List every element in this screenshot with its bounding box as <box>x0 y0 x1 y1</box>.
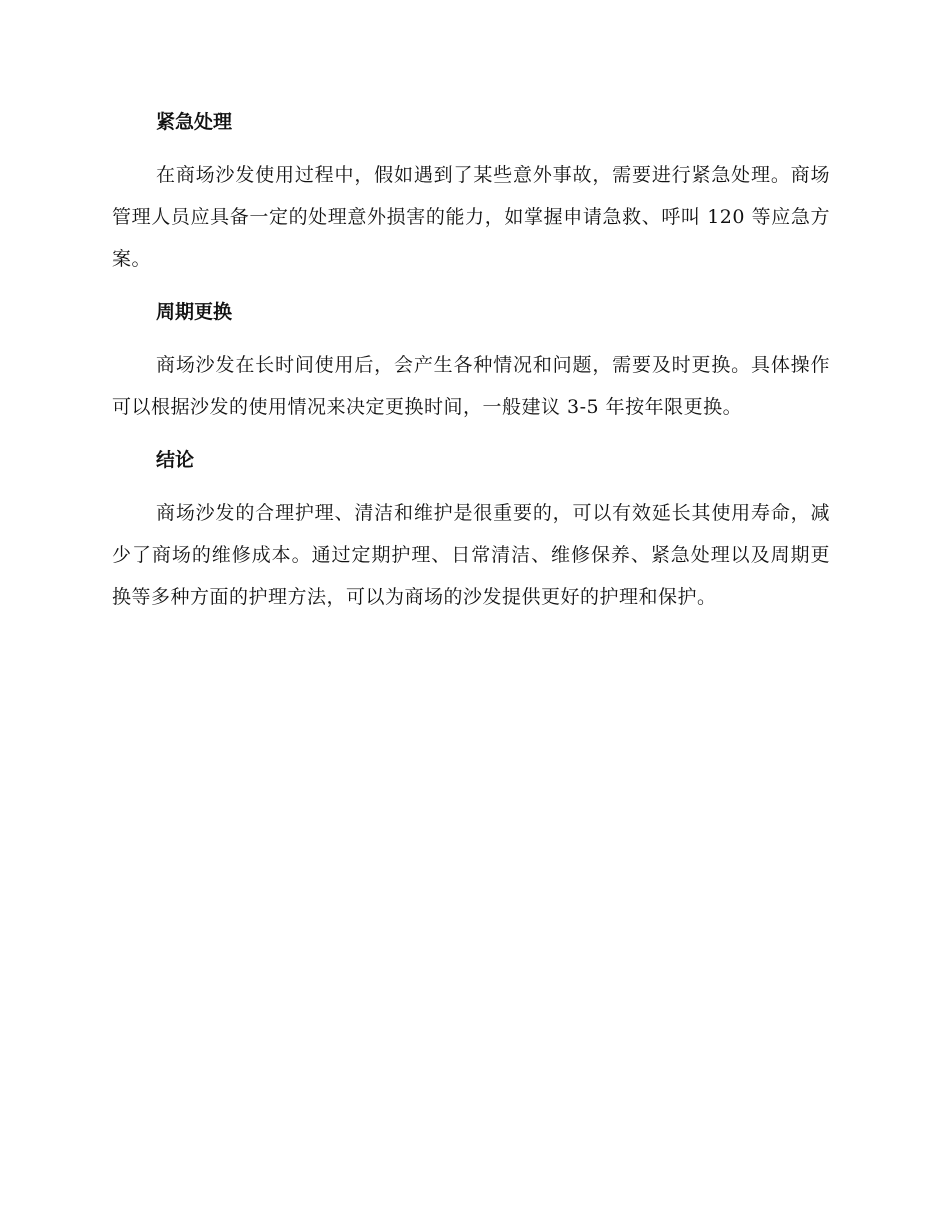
section-paragraph: 在商场沙发使用过程中，假如遇到了某些意外事故，需要进行紧急处理。商场管理人员应具备一定的处理意外损害的能力，如掌握申请急救、呼叫 120 等应急方案。 <box>112 164 830 270</box>
section-heading: 结论 <box>156 449 195 471</box>
section-emergency-handling <box>112 108 830 280</box>
section-paragraph: 商场沙发的合理护理、清洁和维护是很重要的，可以有效延长其使用寿命，减少了商场的维修成本。通过定期护理、日常清洁、维修保养、紧急处理以及周期更换等多种方面的护理方法，可以为商场的沙发提供更好的护理和保护。 <box>112 502 830 608</box>
section-periodic-replacement <box>112 298 830 428</box>
section-paragraph: 商场沙发在长时间使用后，会产生各种情况和问题，需要及时更换。具体操作可以根据沙发的使用情况来决定更换时间，一般建议 3-5 年按年限更换。 <box>112 354 830 418</box>
section-heading: 周期更换 <box>156 301 233 323</box>
section-conclusion <box>112 446 830 618</box>
document-page <box>112 108 830 636</box>
section-heading: 紧急处理 <box>156 111 233 133</box>
